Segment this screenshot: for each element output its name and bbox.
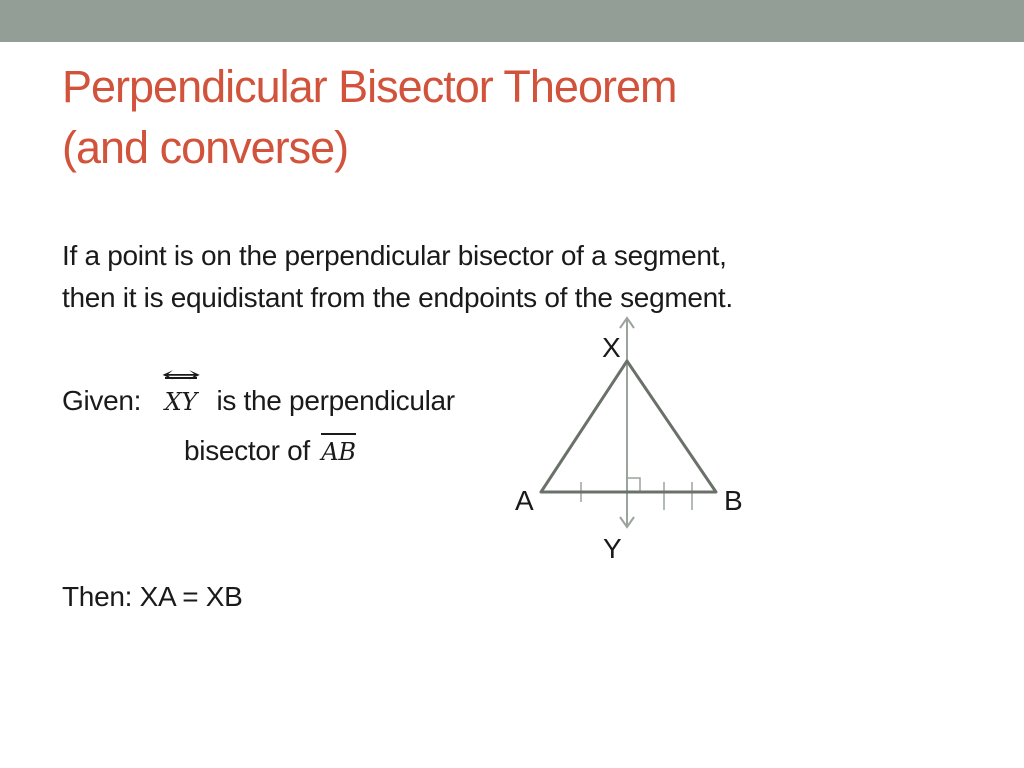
statement-line-2: then it is equidistant from the endpoints of the segment. [62, 282, 733, 313]
label-a: A [515, 485, 534, 516]
label-y: Y [603, 533, 622, 564]
given-continuation [184, 430, 358, 473]
title-line-1: Perpendicular Bisector Theorem [62, 61, 677, 112]
given-text-1: is the perpendicular [216, 385, 455, 416]
given-text-2: bisector of [184, 435, 310, 466]
triangle-xab [541, 361, 716, 492]
statement-line-1: If a point is on the perpendicular bisector of a segment, [62, 240, 727, 271]
bisector-arrow-up-icon [620, 318, 634, 328]
title-line-2: (and converse) [62, 122, 349, 173]
top-bar [0, 0, 1024, 42]
conclusion: Then: XA = XB [62, 581, 243, 612]
bisector-arrow-down-icon [620, 517, 634, 527]
label-x: X [602, 332, 621, 363]
line-xy-symbol: XY ↔ [163, 381, 199, 423]
label-b: B [724, 485, 743, 516]
right-angle-marker [627, 478, 640, 492]
segment-ab-symbol: AB [319, 431, 357, 473]
slide-title [62, 56, 962, 178]
given-line [62, 380, 455, 423]
theorem-statement [62, 235, 962, 319]
given-label: Given: [62, 385, 142, 416]
